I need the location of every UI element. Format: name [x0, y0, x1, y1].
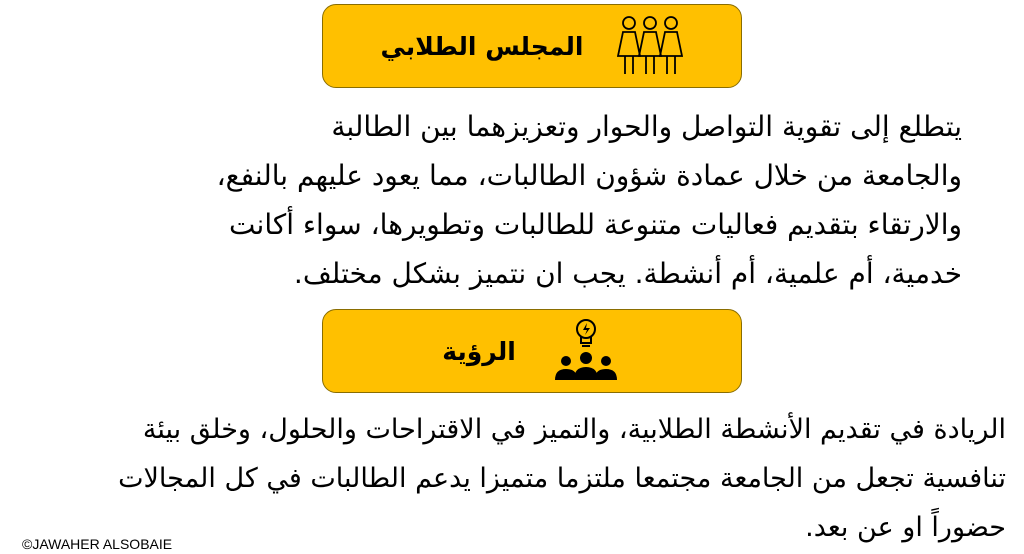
vision-banner [322, 309, 742, 393]
description-line: والجامعة من خلال عمادة شؤون الطالبات، مما يعود عليهم بالنفع، [216, 159, 962, 192]
student-council-banner [322, 4, 742, 88]
copyright-notice: ©JAWAHER ALSOBAIE [22, 536, 173, 552]
student-council-title: المجلس الطلابي [380, 31, 584, 61]
vision-line: حضوراً او عن بعد. [805, 512, 1006, 543]
group-of-women-icon [617, 14, 683, 78]
description-line: والارتقاء بتقديم فعاليات متنوعة للطالبات وتطويرها، سواء أكانت [229, 208, 962, 241]
vision-title: الرؤية [442, 336, 516, 366]
vision-line: تنافسية تجعل من الجامعة مجتمعا ملتزما متميزا يدعم الطالبات في كل المجالات [118, 463, 1006, 494]
description-line: يتطلع إلى تقوية التواصل والحوار وتعزيزهما بين الطالبة [331, 110, 962, 143]
vision-line: الريادة في تقديم الأنشطة الطلابية، والتميز في الاقتراحات والحلول، وخلق بيئة [142, 414, 1006, 445]
vision-description [16, 405, 1006, 552]
student-council-description [182, 102, 962, 298]
description-line: خدمية، أم علمية، أم أنشطة. يجب ان نتميز بشكل مختلف. [293, 257, 962, 290]
team-lightbulb-icon [550, 316, 622, 386]
